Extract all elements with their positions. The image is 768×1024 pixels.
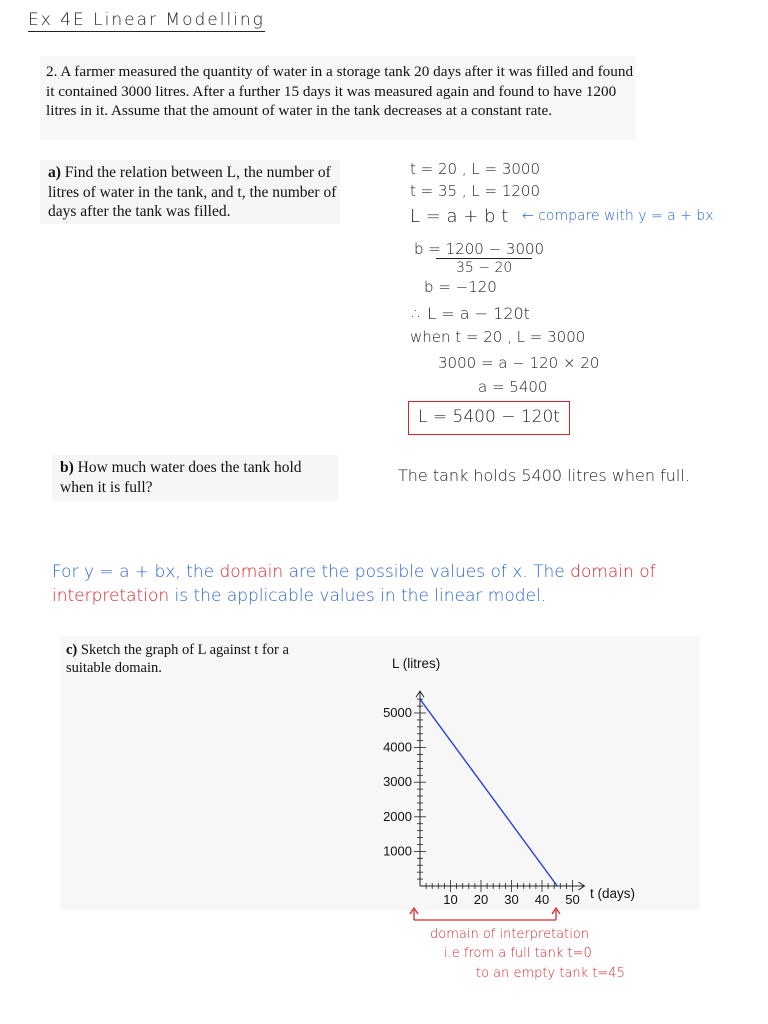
working-line-7: when t = 20 , L = 3000: [410, 328, 586, 346]
question-a-label: a): [48, 164, 61, 181]
working-line-3: L = a + b t: [410, 206, 509, 227]
question-b-text: How much water does the tank hold when it is full?: [60, 459, 302, 496]
question-a: [48, 163, 338, 222]
x-tick-label: 30: [504, 892, 519, 907]
working-line-6: ∴ L = a − 120t: [412, 304, 530, 323]
working-line-4-denominator: 35 − 20: [456, 260, 513, 276]
question-b-label: b): [60, 459, 74, 476]
question-a-text: Find the relation between L, the number of litres of water in the tank, and t, the number of days after the tank was filled.: [48, 164, 337, 220]
working-line-1: t = 20 , L = 3000: [410, 160, 541, 178]
x-tick-label: 20: [473, 892, 489, 907]
axes: [416, 691, 585, 890]
answer-a: L = 5400 − 120t: [418, 407, 560, 427]
y-tick-label: 1000: [383, 843, 412, 859]
x-axis-label: t (days): [590, 886, 636, 901]
x-tick-label: 50: [565, 892, 580, 907]
x-tick-label: 10: [443, 892, 458, 907]
series-line: [420, 699, 557, 886]
compare-note: ← compare with y = a + bx: [522, 208, 714, 224]
question-c: [66, 641, 326, 677]
y-axis-label: L (litres): [392, 656, 441, 671]
y-tick-label: 2000: [383, 808, 412, 824]
note-keyword-domain-of: domain of: [570, 562, 656, 582]
x-tick-label: 40: [534, 892, 550, 907]
question-c-text: Sketch the graph of L against t for a suitable domain.: [66, 642, 289, 676]
problem-statement: 2. A farmer measured the quantity of water in a storage tank 20 days after it was filled and found it contained 3000 litres. After a further 15 days it was measured again and found to have 1200 litres in it. Assume that the amount of water in the tank decreases at a constant rate.: [46, 63, 634, 119]
working-line-4-numerator: b = 1200 − 3000: [414, 240, 545, 258]
y-tick-label: 3000: [383, 774, 412, 790]
domain-note-line-2: [52, 586, 546, 606]
working-line-8: 3000 = a − 120 × 20: [438, 354, 600, 372]
y-tick-label: 4000: [383, 739, 412, 755]
question-c-label: c): [66, 642, 78, 658]
y-tick-label: 5000: [383, 705, 412, 720]
domain-annotation-line-1: domain of interpretation: [430, 927, 590, 942]
minor-ticks: [414, 699, 573, 892]
domain-annotation-line-2: i.e from a full tank t=0: [444, 946, 592, 961]
note-text: is the applicable values in the linear model.: [169, 586, 547, 606]
answer-b: The tank holds 5400 litres when full.: [398, 466, 690, 485]
domain-note-line-1: [52, 562, 656, 582]
graph-of-L-against-t: [330, 650, 660, 912]
note-keyword-interpretation: interpretation: [52, 586, 170, 606]
domain-annotation-line-3: to an empty tank t=45: [476, 966, 625, 981]
note-text: For y = a + bx, the: [52, 562, 220, 582]
note-text: are the possible values of x. The: [283, 562, 571, 582]
working-line-2: t = 35 , L = 1200: [410, 182, 541, 200]
working-line-9: a = 5400: [478, 378, 548, 396]
fraction-bar: [436, 258, 532, 259]
page-title: Ex 4E Linear Modelling: [28, 10, 265, 30]
working-line-5: b = −120: [424, 278, 497, 296]
series: [420, 699, 557, 886]
question-b: [60, 458, 336, 497]
note-keyword-domain: domain: [219, 562, 284, 582]
